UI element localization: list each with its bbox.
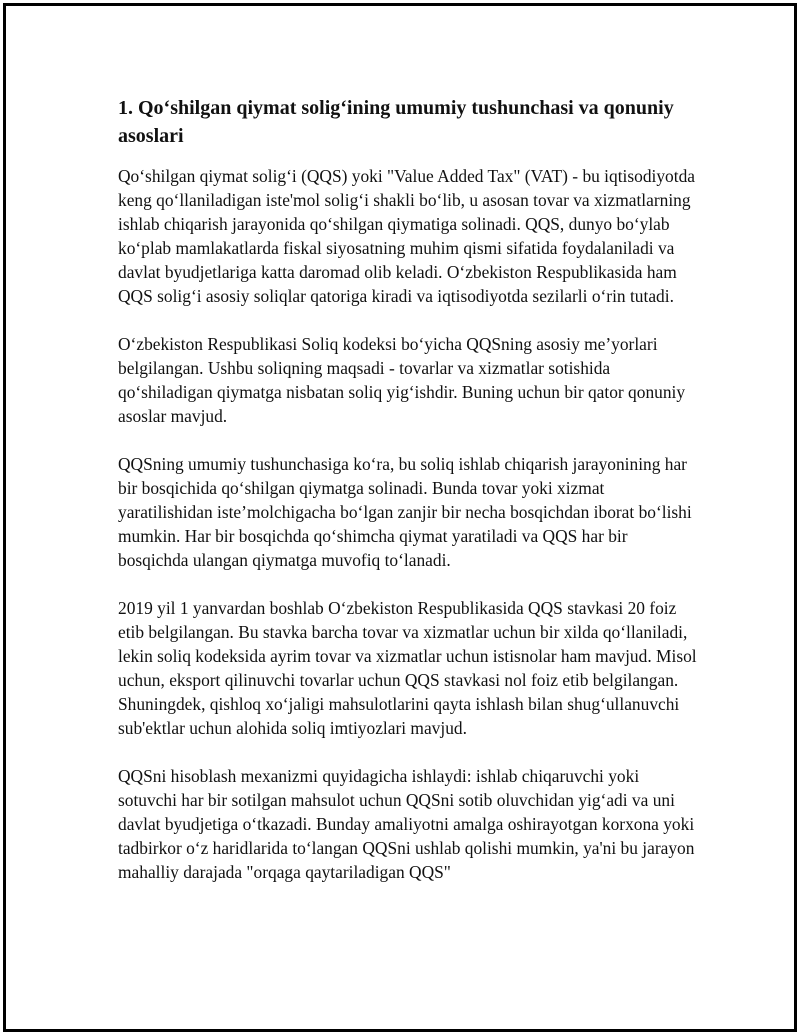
section-heading: 1. Qo‘shilgan qiymat solig‘ining umumiy tushunchasi va qonuniy asoslari [118, 97, 674, 147]
paragraph-3: QQSning umumiy tushunchasiga ko‘ra, bu soliq ishlab chiqarish jarayonining har bir bosqichida qo‘shilgan qiymatga solinadi. Bunda tovar yoki xizmat yaratilishidan iste’molchigacha bo‘lgan zanjir bir necha bosqichdan iborat bo‘lishi mumkin. Har bir bosqichda qo‘shimcha qiymat yaratiladi va QQS har bir bosqichda ulangan qiymatga muvofiq to‘lanadi. [118, 454, 692, 570]
paragraph-2: O‘zbekiston Respublikasi Soliq kodeksi bo‘yicha QQSning asosiy me’yorlari belgilangan. Ushbu soliqning maqsadi - tovarlar va xizmatlar sotishida qo‘shiladigan qiymatga nisbatan soliq yig‘ishdir. Buning uchun bir qator qonuniy asoslar mavjud. [118, 334, 686, 426]
paragraph-5: QQSni hisoblash mexanizmi quyidagicha ishlaydi: ishlab chiqaruvchi yoki sotuvchi har bir sotilgan mahsulot uchun QQSni sotib oluvchidan yig‘adi va uni davlat byudjetiga o‘tkazadi. Bunday amaliyotni amalga oshirayotgan korxona yoki tadbirkor o‘z haridlarida to‘langan QQSni ushlab qolishi mumkin, ya'ni bu jarayon mahalliy darajada "orqaga qaytariladigan QQS" [118, 766, 695, 882]
paragraph-1: Qo‘shilgan qiymat solig‘i (QQS) yoki "Value Added Tax" (VAT) - bu iqtisodiyotda keng qo‘llaniladigan iste'mol solig‘i shakli bo‘lib, u asosan tovar va xizmatlarning ishlab chiqarish jarayonida qo‘shilgan qiymatiga solinadi. QQS, dunyo bo‘ylab ko‘plab mamlakatlarda fiskal siyosatning muhim qismi sifatida foydalaniladi va davlat byudjetlariga katta daromad olib keladi. O‘zbekiston Respublikasida ham QQS solig‘i asosiy soliqlar qatoriga kiradi va iqtisodiyotda sezilarli o‘rin tutadi. [118, 166, 695, 306]
paragraph-4: 2019 yil 1 yanvardan boshlab O‘zbekiston Respublikasida QQS stavkasi 20 foiz etib belgilangan. Bu stavka barcha tovar va xizmatlar uchun bir xilda qo‘llaniladi, lekin soliq kodeksida ayrim tovar va xizmatlar uchun istisnolar ham mavjud. Misol uchun, eksport qilinuvchi tovarlar uchun QQS stavkasi nol foiz etib belgilangan. Shuningdek, qishloq xo‘jaligi mahsulotlarini qayta ishlash bilan shug‘ullanuvchi sub'ektlar uchun alohida soliq imtiyozlari mavjud. [118, 598, 697, 738]
document-body [118, 94, 698, 908]
